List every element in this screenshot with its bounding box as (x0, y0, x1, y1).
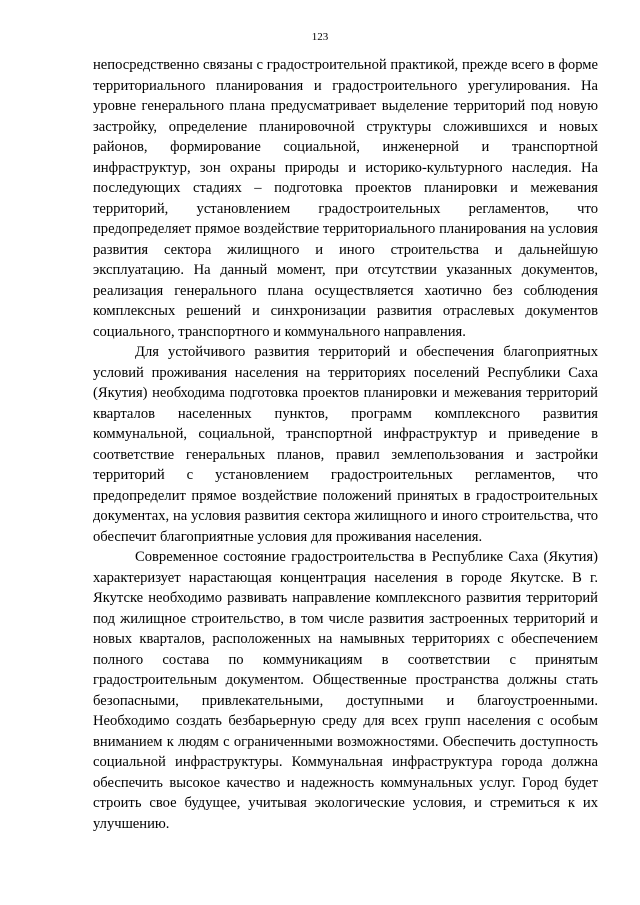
paragraph-3: Современное состояние градостроительства в Республике Саха (Якутия) характеризует нарастающая концентрация населения в городе Якутске. В г. Якутске необходимо развивать направление комплексного развития территорий под жилищное строительство, в том числе развития застроенных территорий и новых кварталов, расположенных на намывных территориях с обеспечением полного состава по коммуникациям в соответствии с принятым градостроительным документом. Общественные пространства должны стать безопасными, привлекательными, доступными и благоустроенными. Необходимо создать безбарьерную среду для всех групп населения с особым вниманием к людям с ограниченными возможностями. Обеспечить доступность социальной инфраструктуры. Коммунальная инфраструктура города должна обеспечить высокое качество и надежность коммунальных услуг. Город будет строить свое будущее, учитывая экологические условия, и стремиться к их улучшению. (93, 549, 598, 832)
document-body (93, 55, 598, 834)
paragraph-1: непосредственно связаны с градостроительной практикой, прежде всего в форме территориального планирования и градостроительного урегулирования. На уровне генерального плана предусматривает выделение территорий под новую застройку, определение планировочной структуры сложившихся и новых районов, формирование социальной, инженерной и транспортной инфраструктур, зон охраны природы и историко-культурного наследия. На последующих стадиях – подготовка проектов планировки и межевания территорий, установлением градостроительных регламентов, что предопределяет прямое воздействие территориального планирования на условия развития сектора жилищного и иного строительства и дальнейшую эксплуатацию. На данный момент, при отсутствии указанных документов, реализация генерального плана осуществляется хаотично без соблюдения комплексных решений и синхронизации развития отраслевых документов социального, транспортного и коммунального направления. (93, 57, 598, 340)
paragraph-2: Для устойчивого развития территорий и обеспечения благоприятных условий проживания населения на территориях поселений Республики Саха (Якутия) необходима подготовка проектов планировки и межевания территорий кварталов населенных пунктов, программ комплексного развития коммунальной, социальной, транспортной инфраструктур и приведение в соответствие генеральных планов, правил землепользования и застройки территорий с установлением градостроительных регламентов, что предопределит прямое воздействие положений принятых в градостроительных документах, на условия развития сектора жилищного и иного строительства, что обеспечит благоприятные условия для проживания населения. (93, 344, 598, 545)
page-number: 123 (311, 31, 329, 43)
